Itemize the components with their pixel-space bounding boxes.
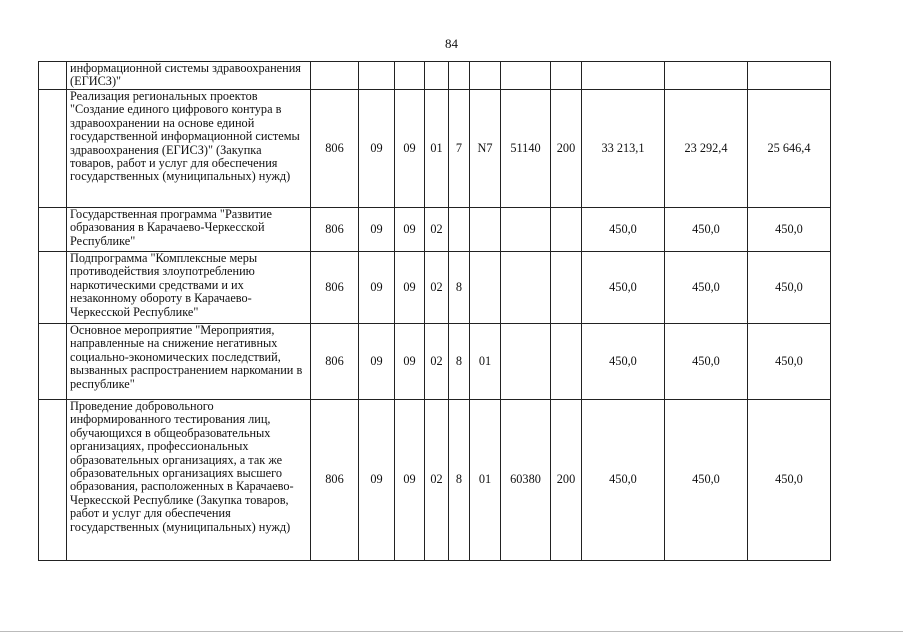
- amount-year-2-cell: [665, 62, 748, 90]
- amount-year-2-cell: 450,0: [665, 324, 748, 400]
- amount-year-1-cell: 33 213,1: [582, 90, 665, 208]
- description-cell: информационной системы здравоохранения (ЕГИСЗ)": [67, 62, 311, 90]
- section-code-cell: 09: [359, 324, 395, 400]
- amount-year-3-cell: [748, 62, 831, 90]
- program-code-cell: 01: [425, 90, 449, 208]
- amount-year-1-cell: 450,0: [582, 324, 665, 400]
- event-code-cell: N7: [470, 90, 501, 208]
- ministry-code-cell: 806: [311, 90, 359, 208]
- row-number-cell: [39, 90, 67, 208]
- amount-year-3-cell: 450,0: [748, 400, 831, 561]
- section-code-cell: 09: [359, 90, 395, 208]
- event-code-cell: [470, 208, 501, 252]
- ministry-code-cell: 806: [311, 324, 359, 400]
- subprogram-code-cell: [449, 208, 470, 252]
- subprogram-code-cell: [449, 62, 470, 90]
- subprogram-code-cell: 8: [449, 324, 470, 400]
- event-code-cell: 01: [470, 324, 501, 400]
- subsection-code-cell: 09: [395, 252, 425, 324]
- table-row: [39, 252, 831, 324]
- direction-code-cell: 60380: [501, 400, 551, 561]
- amount-year-3-cell: 450,0: [748, 324, 831, 400]
- amount-year-1-cell: 450,0: [582, 252, 665, 324]
- amount-year-1-cell: 450,0: [582, 400, 665, 561]
- expense-type-cell: [551, 62, 582, 90]
- table-row: [39, 400, 831, 561]
- subsection-code-cell: 09: [395, 90, 425, 208]
- amount-year-3-cell: 25 646,4: [748, 90, 831, 208]
- row-number-cell: [39, 400, 67, 561]
- direction-code-cell: [501, 62, 551, 90]
- amount-year-2-cell: 450,0: [665, 252, 748, 324]
- program-code-cell: 02: [425, 252, 449, 324]
- event-code-cell: [470, 252, 501, 324]
- description-cell: Основное мероприятие "Мероприятия, направленные на снижение негативных социально-экономических последствий, вызванных распространением наркомании в республике": [67, 324, 311, 400]
- amount-year-2-cell: 450,0: [665, 400, 748, 561]
- ministry-code-cell: [311, 62, 359, 90]
- table-row: [39, 208, 831, 252]
- direction-code-cell: [501, 324, 551, 400]
- budget-table: [38, 61, 831, 561]
- row-number-cell: [39, 252, 67, 324]
- row-number-cell: [39, 324, 67, 400]
- amount-year-2-cell: 450,0: [665, 208, 748, 252]
- subsection-code-cell: 09: [395, 324, 425, 400]
- section-code-cell: 09: [359, 400, 395, 561]
- event-code-cell: [470, 62, 501, 90]
- program-code-cell: 02: [425, 400, 449, 561]
- expense-type-cell: 200: [551, 400, 582, 561]
- amount-year-2-cell: 23 292,4: [665, 90, 748, 208]
- page-number: 84: [445, 36, 458, 51]
- direction-code-cell: [501, 208, 551, 252]
- direction-code-cell: 51140: [501, 90, 551, 208]
- section-code-cell: [359, 62, 395, 90]
- description-cell: Подпрограмма "Комплексные меры противодействия злоупотреблению наркотическими средствами и их незаконному обороту в Карачаево-Черкесской Республике": [67, 252, 311, 324]
- subsection-code-cell: [395, 62, 425, 90]
- table-row: [39, 62, 831, 90]
- description-cell: Реализация региональных проектов "Создание единого цифрового контура в здравоохранении на основе единой государственной информационной системы здравоохранения (ЕГИСЗ)" (Закупка товаров, работ и услуг для обеспечения государственных (муниципальных) нужд): [67, 90, 311, 208]
- description-cell: Проведение добровольного информированного тестирования лиц, обучающихся в общеобразовательных организациях, профессиональных образовательных организациях, а так же образовательных организациях высшего образования, расположенных в Карачаево-Черкесской Республике (Закупка товаров, работ и услуг для обеспечения государственных (муниципальных) нужд): [67, 400, 311, 561]
- description-cell: Государственная программа "Развитие образования в Карачаево-Черкесской Республике": [67, 208, 311, 252]
- table-row: [39, 90, 831, 208]
- amount-year-1-cell: [582, 62, 665, 90]
- direction-code-cell: [501, 252, 551, 324]
- row-number-cell: [39, 208, 67, 252]
- ministry-code-cell: 806: [311, 208, 359, 252]
- amount-year-1-cell: 450,0: [582, 208, 665, 252]
- section-code-cell: 09: [359, 208, 395, 252]
- subprogram-code-cell: 7: [449, 90, 470, 208]
- expense-type-cell: 200: [551, 90, 582, 208]
- section-code-cell: 09: [359, 252, 395, 324]
- expense-type-cell: [551, 324, 582, 400]
- ministry-code-cell: 806: [311, 400, 359, 561]
- amount-year-3-cell: 450,0: [748, 252, 831, 324]
- ministry-code-cell: 806: [311, 252, 359, 324]
- row-number-cell: [39, 62, 67, 90]
- subprogram-code-cell: 8: [449, 400, 470, 561]
- expense-type-cell: [551, 208, 582, 252]
- event-code-cell: 01: [470, 400, 501, 561]
- subprogram-code-cell: 8: [449, 252, 470, 324]
- program-code-cell: 02: [425, 208, 449, 252]
- subsection-code-cell: 09: [395, 208, 425, 252]
- program-code-cell: [425, 62, 449, 90]
- subsection-code-cell: 09: [395, 400, 425, 561]
- amount-year-3-cell: 450,0: [748, 208, 831, 252]
- program-code-cell: 02: [425, 324, 449, 400]
- table-row: [39, 324, 831, 400]
- expense-type-cell: [551, 252, 582, 324]
- page-bottom-edge: [0, 631, 903, 632]
